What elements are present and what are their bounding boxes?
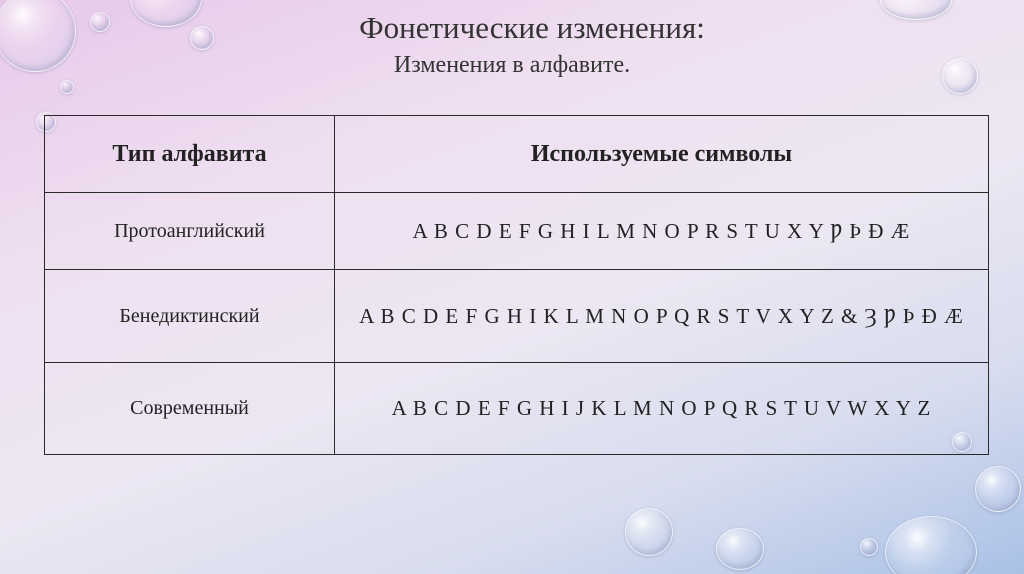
header-alphabet-type: Тип алфавита [45,116,335,193]
table-row [45,363,989,455]
bubble-decoration [625,508,673,556]
symbols-cell: A B C D E F G H I K L M N O P Q R S T V X Y Z & Ȝ Ƿ Þ Ð Æ [335,270,989,363]
table-row [45,193,989,270]
header-symbols: Используемые символы [335,116,989,193]
alphabet-type-cell: Протоанглийский [45,193,335,270]
table-header-row [45,116,989,193]
symbols-cell: A B C D E F G H I J K L M N O P Q R S T U V W X Y Z [335,363,989,455]
bubble-decoration [860,538,878,556]
bubble-decoration [975,466,1021,512]
bubble-decoration [60,80,74,94]
bubble-decoration [716,528,764,570]
alphabet-type-cell: Бенедиктинский [45,270,335,363]
table-row [45,270,989,363]
bubble-decoration [885,516,977,574]
slide-subtitle: Изменения в алфавите. [393,52,631,78]
symbols-cell: A B C D E F G H I L M N O P R S T U X Y Ƿ Þ Ð Æ [335,193,989,270]
title-block [0,10,1024,80]
slide-title: Фонетические изменения: [359,10,705,45]
alphabet-type-cell: Современный [45,363,335,455]
alphabet-table [44,115,989,455]
